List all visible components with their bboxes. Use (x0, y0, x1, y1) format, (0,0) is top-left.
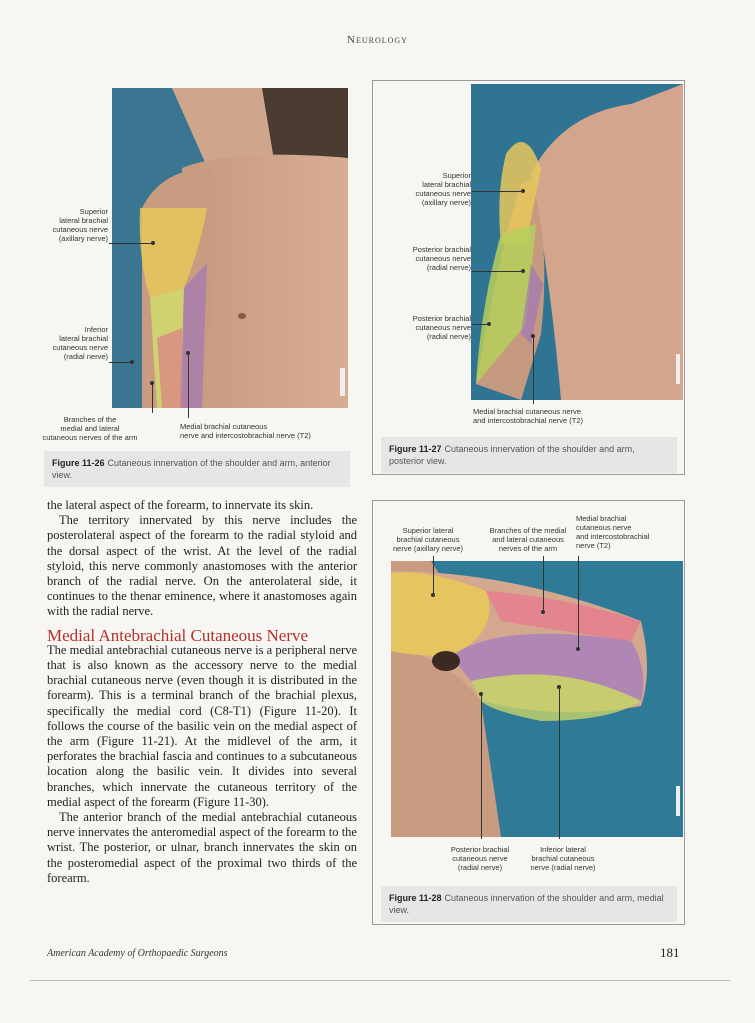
figure-11-26 (20, 85, 350, 495)
figure-11-28-caption: Figure 11-28 Cutaneous innervation of the shoulder and arm, medial view. (381, 886, 677, 922)
section-heading: Medial Antebrachial Cutaneous Nerve (47, 625, 309, 645)
paragraph-1: the lateral aspect of the forearm, to innervate its skin. (47, 498, 314, 512)
paragraph-3: The medial antebrachial cutaneous nerve is a peripheral nerve that is also known as the accessory nerve to the medial brachial cutaneous nerve (even though it is distributed in the forearm). This is a terminal branch of the brachial plexus, specifically the medial cord (C8-T1) (Figure 11-20). It follows the course of the basilic vein on the medial aspect of the arm (Figure 11-21). At the midlevel of the arm, it perforates the brachial fascia and continues to a subcutaneous location along the basilic vein. It divides into several branches, which innervate the cutaneous territory of the medial aspect of the forearm (Figure 11-30). (47, 642, 357, 809)
label-branches-medial-view: Branches of the medial and lateral cutaneous nerves of the arm (489, 526, 567, 553)
label-superior-lateral-brachial-posterior: Superior lateral brachial cutaneous nerve (axillary nerve) (415, 171, 471, 207)
label-posterior-brachial-2: Posterior brachial cutaneous nerve (radial nerve) (412, 314, 471, 341)
paragraph-4: The anterior branch of the medial antebrachial cutaneous nerve innervates the anteromedial aspect of the forearm to the wrist. The posterior, or ulnar, branch innervates the skin on the posteromedial aspect of the proximal two thirds of the forearm. (47, 810, 357, 885)
label-superior-lateral-medial-view: Superior lateral brachial cutaneous nerve (axillary nerve) (392, 526, 464, 553)
running-header: Neurology (347, 34, 408, 46)
figure-11-27-photo (471, 84, 683, 400)
body-text-column (47, 498, 357, 886)
footer-rule (30, 980, 730, 981)
label-branches-medial-lateral: Branches of the medial and lateral cutaneous nerves of the arm (42, 415, 138, 442)
footer-publisher: American Academy of Orthopaedic Surgeons (47, 948, 228, 959)
label-posterior-brachial-medial-view: Posterior brachial cutaneous nerve (radial nerve) (450, 845, 510, 872)
label-inferior-lateral-brachial: Inferior lateral brachial cutaneous nerve (radial nerve) (52, 325, 108, 361)
anterior-view-illustration (112, 88, 348, 408)
paragraph-2: The territory innervated by this nerve includes the posterolateral aspect of the forearm to the radial styloid and the dorsal aspect of the wrist. At the level of the radial styloid, this nerve commonly anastomoses with the anterior branch of the radial nerve. On the anterolateral side, it continues to the thenar eminence, where it anastomoses again with the radial nerve. (47, 513, 357, 619)
figure-11-28-photo (391, 561, 683, 837)
page-number: 181 (660, 945, 680, 960)
figure-11-26-caption: Figure 11-26 Cutaneous innervation of the shoulder and arm, anterior view. (44, 451, 350, 487)
label-inferior-lateral-medial-view: Inferior lateral brachial cutaneous nerve (radial nerve) (530, 845, 596, 872)
label-medial-brachial-medial-view: Medial brachial cutaneous nerve and intercostobrachial nerve (T2) (576, 514, 650, 550)
figure-11-26-photo (112, 88, 348, 408)
label-medial-brachial-posterior: Medial brachial cutaneous nerve and intercostobrachial nerve (T2) (473, 407, 584, 425)
medial-view-illustration (391, 561, 683, 837)
label-posterior-brachial-1: Posterior brachial cutaneous nerve (radial nerve) (412, 245, 471, 272)
posterior-view-illustration (471, 84, 683, 400)
figure-11-27 (372, 80, 685, 475)
label-superior-lateral-brachial: Superior lateral brachial cutaneous nerve (axillary nerve) (52, 207, 108, 243)
figure-11-27-caption: Figure 11-27 Cutaneous innervation of the shoulder and arm, posterior view. (381, 437, 677, 473)
figure-11-28 (372, 500, 685, 925)
label-medial-brachial-cutaneous: Medial brachial cutaneous nerve and intercostobrachial nerve (T2) (180, 422, 311, 440)
